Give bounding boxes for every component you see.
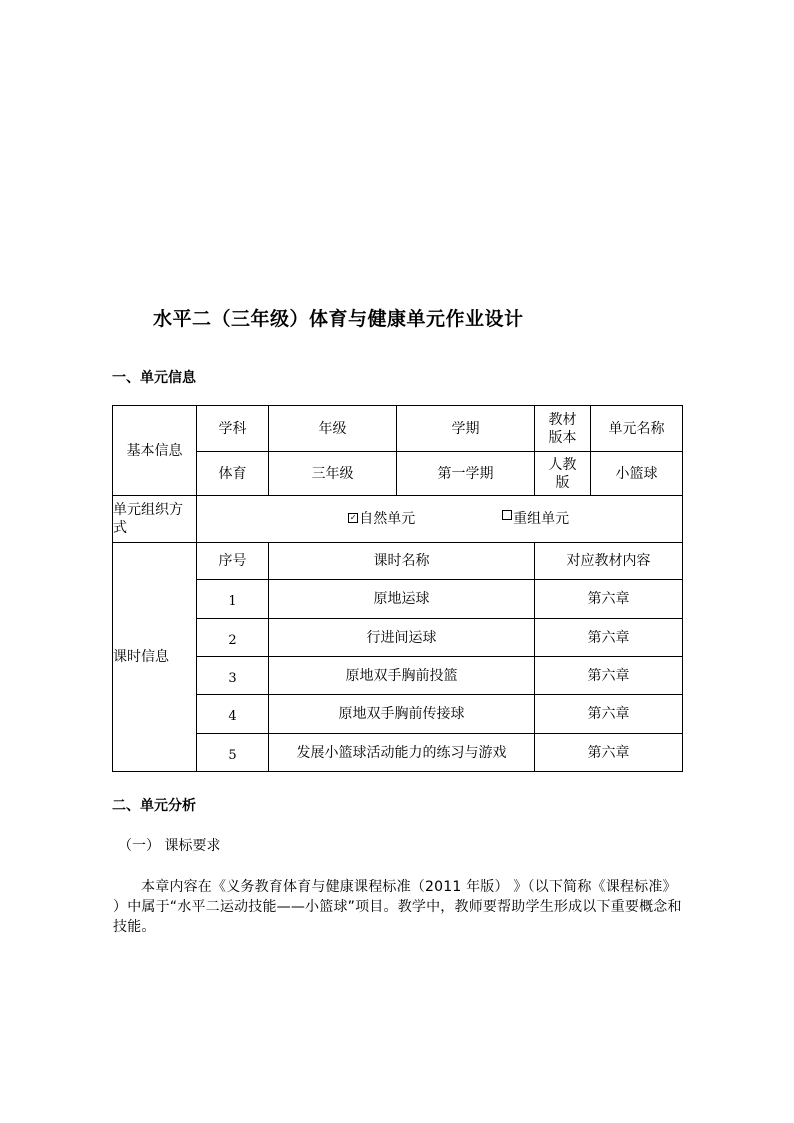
lesson-header-no: 序号	[197, 543, 269, 580]
lesson-no: 4	[197, 695, 269, 734]
checked-box-icon[interactable]: ✓	[349, 513, 357, 522]
lesson-content: 第六章	[535, 657, 683, 695]
value-semester: 第一学期	[397, 452, 535, 496]
table-row	[113, 496, 683, 543]
table-row	[113, 619, 683, 657]
value-grade: 三年级	[269, 452, 397, 496]
lesson-header-name: 课时名称	[269, 543, 535, 580]
unchecked-box-icon[interactable]	[502, 510, 512, 520]
header-subject: 学科	[197, 406, 269, 452]
lesson-name: 原地双手胸前传接球	[269, 695, 535, 734]
lesson-header-content: 对应教材内容	[535, 543, 683, 580]
lesson-name: 发展小篮球活动能力的练习与游戏	[269, 734, 535, 772]
lesson-name: 行进间运球	[269, 619, 535, 657]
table-row	[113, 452, 683, 496]
subsection-heading-standards: （一） 课标要求	[118, 838, 221, 854]
value-subject: 体育	[197, 452, 269, 496]
header-grade: 年级	[269, 406, 397, 452]
body-paragraph: 本章内容在《义务教育体育与健康课程标准（2011 年版） 》（以下简称《课程标准》 ）中属于“水平二运动技能——小篮球”项目。教学中，教师要帮助学生形成以下重要概念和技能。	[113, 879, 682, 935]
table-row	[113, 734, 683, 772]
section-heading-unit-info: 一、单元信息	[112, 370, 196, 386]
lesson-no: 3	[197, 657, 269, 695]
org-label: 单元组织方式	[113, 496, 197, 543]
lesson-content: 第六章	[535, 580, 683, 619]
lesson-content: 第六章	[535, 734, 683, 772]
lesson-content: 第六章	[535, 619, 683, 657]
page-title: 水平二（三年级）体育与健康单元作业设计	[153, 308, 524, 330]
section-heading-unit-analysis: 二、单元分析	[112, 798, 196, 814]
lesson-content: 第六章	[535, 695, 683, 734]
org-options	[197, 496, 683, 543]
option-natural-unit[interactable]	[348, 510, 415, 528]
lesson-name: 原地双手胸前投篮	[269, 657, 535, 695]
header-unit-name: 单元名称	[591, 406, 683, 452]
table-row	[113, 580, 683, 619]
value-edition	[535, 452, 591, 496]
value-edition-text: 人教版	[548, 456, 577, 491]
lesson-info-label: 课时信息	[113, 543, 197, 772]
option-regroup-unit[interactable]	[502, 510, 569, 528]
lesson-no: 5	[197, 734, 269, 772]
lesson-name: 原地运球	[269, 580, 535, 619]
table-row	[113, 543, 683, 580]
value-unit-name: 小篮球	[591, 452, 683, 496]
option-natural-unit-label: 自然单元	[359, 511, 416, 527]
unit-info-table	[112, 405, 683, 772]
header-edition	[535, 406, 591, 452]
option-regroup-unit-label: 重组单元	[513, 511, 570, 527]
lesson-no: 1	[197, 580, 269, 619]
lesson-no: 2	[197, 619, 269, 657]
table-row	[113, 406, 683, 452]
header-semester: 学期	[397, 406, 535, 452]
table-row	[113, 695, 683, 734]
header-edition-text: 教材版本	[548, 411, 577, 446]
table-row	[113, 657, 683, 695]
basic-info-label: 基本信息	[113, 406, 197, 496]
